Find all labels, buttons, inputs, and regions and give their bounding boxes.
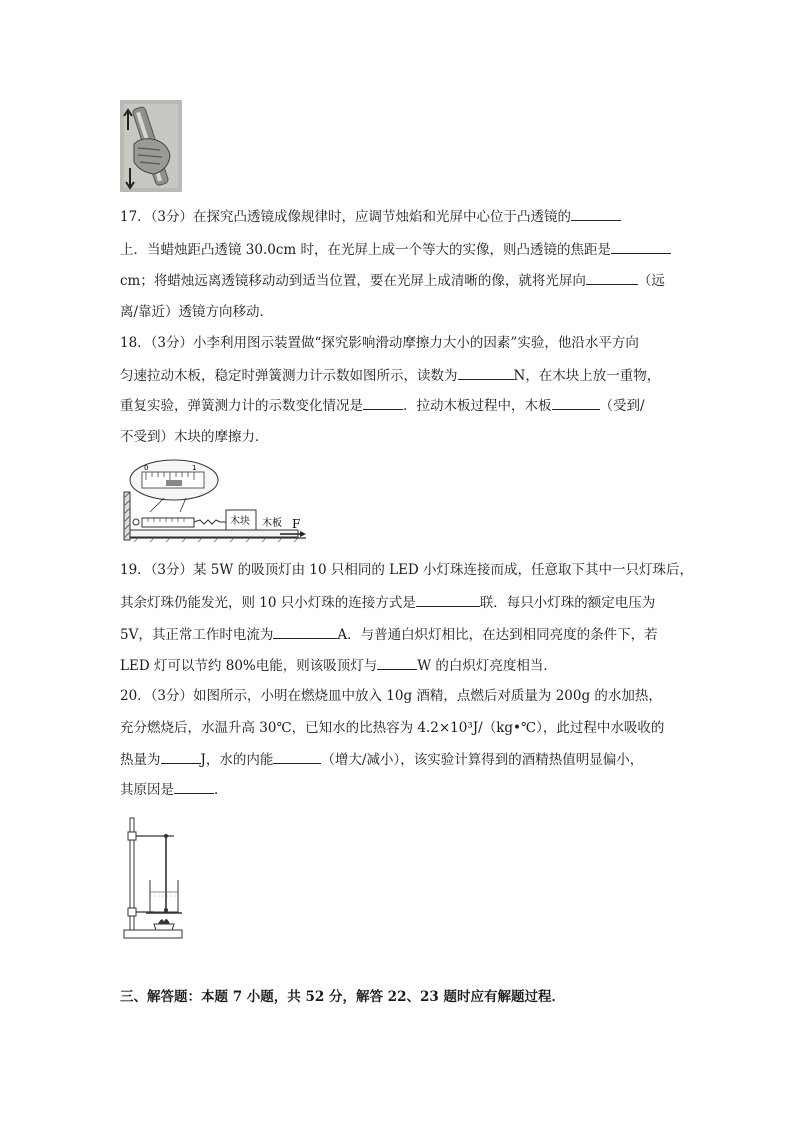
q19-line-4 bbox=[120, 655, 557, 676]
section-3-heading bbox=[120, 987, 565, 1007]
q19-text: 19．（3分）某 5W 的吸顶灯由 10 只相同的 LED 小灯珠连接而成，任意取下其中一只灯珠后， bbox=[120, 562, 694, 578]
friction-apparatus-figure bbox=[120, 458, 310, 544]
q18-text: 18．（3分）小李利用图示装置做“探究影响滑动摩擦力大小的因素”实验，他沿水平方向 bbox=[120, 335, 639, 351]
q17-text: （远 bbox=[637, 273, 665, 289]
answer-blank[interactable] bbox=[552, 395, 600, 410]
q20-line-1 bbox=[120, 686, 662, 706]
q20-line-2 bbox=[120, 718, 664, 738]
q18-text: ．拉动木板过程中，木板 bbox=[403, 398, 552, 414]
q19-line-1 bbox=[120, 560, 693, 580]
q20-line-3 bbox=[120, 749, 643, 770]
q20-text: （增大/减小），该实验计算得到的酒精热值明显偏小， bbox=[321, 752, 644, 768]
spring-scale bbox=[142, 518, 194, 527]
answer-blank[interactable] bbox=[571, 206, 621, 221]
q18-text: 重复实验，弹簧测力计的示数变化情况是 bbox=[120, 398, 363, 414]
q20-text: J，水的内能 bbox=[200, 752, 274, 768]
section-3-heading-text: 三、解答题：本题 7 小题，共 52 分，解答 22、23 题时应有解题过程． bbox=[120, 989, 565, 1005]
burning-dish bbox=[154, 924, 174, 930]
q17-line-1 bbox=[120, 206, 621, 227]
answer-blank[interactable] bbox=[416, 592, 480, 607]
q19-text: A．与普通白炽灯相比，在达到相同亮度的条件下，若 bbox=[337, 627, 658, 643]
q19-text: W 的白炽灯亮度相当． bbox=[417, 658, 557, 674]
scale-label-0: 0 bbox=[144, 464, 149, 472]
heating-apparatus-figure bbox=[120, 812, 192, 942]
q19-text: 5V，其正常工作时电流为 bbox=[120, 627, 274, 643]
block-label: 木块 bbox=[230, 516, 250, 527]
q20-text: ． bbox=[214, 782, 228, 798]
q17-text: 17．（3分）在探究凸透镜成像规律时，应调节烛焰和光屏中心位于凸透镜的 bbox=[120, 209, 572, 225]
q18-line-3 bbox=[120, 395, 645, 416]
flame bbox=[158, 919, 170, 924]
board-label: 木板 bbox=[262, 518, 282, 529]
q19-line-2 bbox=[120, 592, 655, 613]
q18-text: 匀速拉动木板，稳定时弹簧测力计示数如图所示，读数为 bbox=[120, 368, 458, 384]
wooden-board bbox=[130, 530, 298, 537]
q20-text: 充分燃烧后，水温升高 30℃，已知水的比热容为 4.2×10³J/（kg•℃），此过程中水吸收的 bbox=[120, 720, 665, 736]
q17-text: cm；将蜡烛远离透镜移动动到适当位置，要在光屏上成清晰的像，就将光屏向 bbox=[120, 273, 586, 289]
q20-text: 热量为 bbox=[120, 752, 161, 768]
q17-line-4 bbox=[120, 302, 273, 322]
hand-tube-photo bbox=[120, 100, 182, 192]
answer-blank[interactable] bbox=[611, 239, 671, 254]
answer-blank[interactable] bbox=[586, 270, 638, 285]
answer-blank[interactable] bbox=[458, 365, 514, 380]
q17-text: 上．当蜡烛距凸透镜 30.0cm 时，在光屏上成一个等大的实像，则凸透镜的焦距是 bbox=[120, 242, 612, 258]
q19-line-3 bbox=[120, 624, 658, 645]
q18-text: 不受到）木块的摩擦力． bbox=[120, 429, 269, 445]
q19-text: 其余灯珠仍能发光，则 10 只小灯珠的连接方式是 bbox=[120, 595, 416, 611]
q18-text: （受到/ bbox=[599, 398, 645, 414]
q18-line-1 bbox=[120, 333, 639, 353]
answer-blank[interactable] bbox=[273, 749, 321, 764]
q17-line-3 bbox=[120, 270, 665, 291]
q20-line-4 bbox=[120, 779, 228, 800]
force-label: F bbox=[292, 517, 301, 531]
wall-hook bbox=[133, 519, 139, 525]
answer-blank[interactable] bbox=[273, 624, 337, 639]
q17-line-2 bbox=[120, 239, 671, 260]
q19-text: 联．每只小灯珠的额定电压为 bbox=[479, 595, 656, 611]
answer-blank[interactable] bbox=[363, 395, 403, 410]
q18-line-2 bbox=[120, 365, 660, 386]
q18-line-4 bbox=[120, 427, 269, 447]
q20-text: 其原因是 bbox=[120, 782, 174, 798]
answer-blank[interactable] bbox=[174, 779, 214, 794]
q20-text: 20．（3分）如图所示，小明在燃烧皿中放入 10g 酒精，点燃后对质量为 200g 的水加热， bbox=[120, 688, 662, 704]
q18-text: N，在木块上放一重物， bbox=[513, 368, 661, 384]
scale-label-1: 1 bbox=[192, 464, 197, 472]
q17-text: 离/靠近）透镜方向移动． bbox=[120, 304, 274, 320]
stand-base bbox=[124, 930, 182, 938]
answer-blank[interactable] bbox=[161, 749, 201, 764]
q19-text: LED 灯可以节约 80%电能，则该吸顶灯与 bbox=[120, 658, 378, 674]
answer-blank[interactable] bbox=[377, 655, 417, 670]
